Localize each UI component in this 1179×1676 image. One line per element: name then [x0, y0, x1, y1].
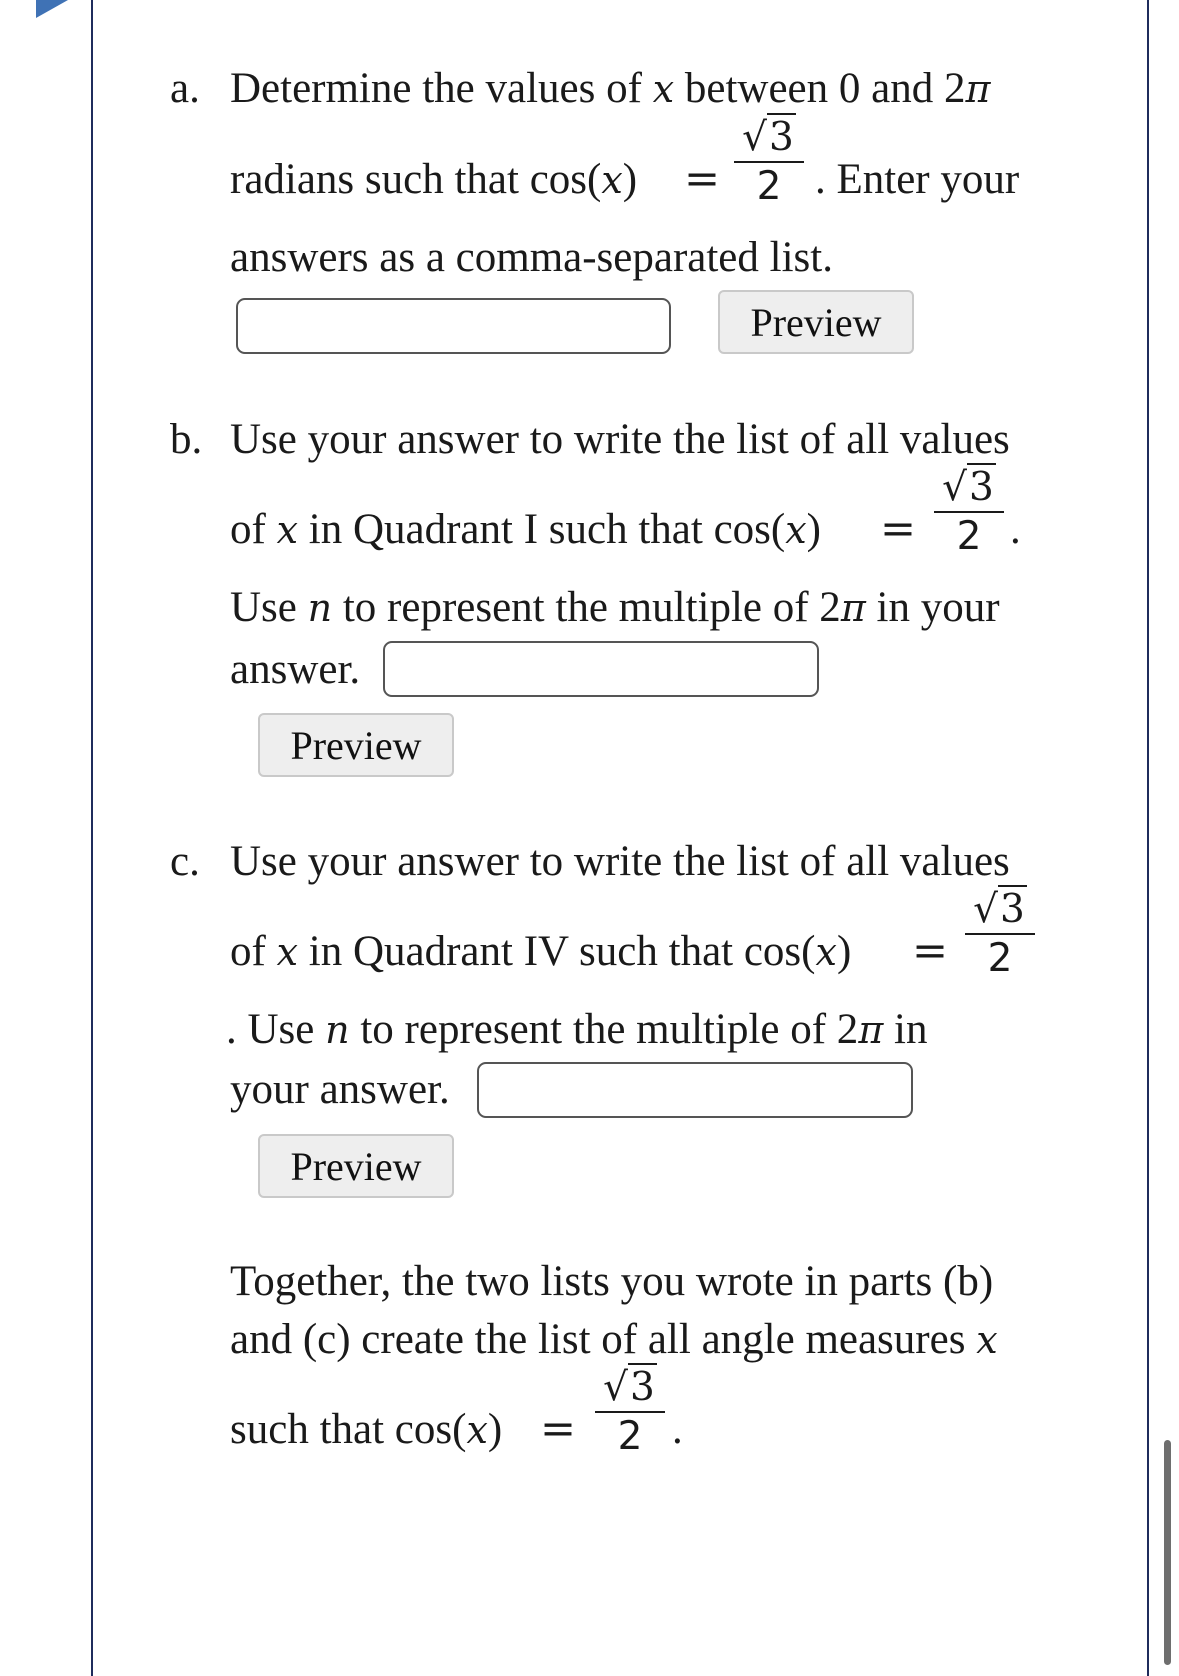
part-c-in-text: in — [883, 1006, 928, 1053]
fraction-sqrt3-over-2 — [591, 1365, 669, 1459]
part-b-line-4: answer. — [230, 646, 361, 693]
var-n: n — [325, 1008, 350, 1052]
var-pi: π — [840, 586, 866, 630]
part-b-quadrant-text: in Quadrant I such that cos( — [298, 506, 786, 553]
var-x: x — [276, 930, 299, 974]
part-a-line-3: answers as a comma-separated list. — [230, 234, 833, 281]
close-paren: ) — [806, 506, 821, 553]
var-x: x — [276, 508, 299, 552]
radicand: 3 — [769, 115, 794, 160]
var-x: x — [466, 1408, 488, 1452]
part-a-preview-button[interactable]: Preview — [718, 290, 914, 354]
var-pi: π — [858, 1008, 884, 1052]
part-b-preview-button[interactable]: Preview — [258, 713, 454, 777]
close-paren: ) — [836, 928, 852, 975]
var-x: x — [785, 508, 807, 552]
var-x: x — [976, 1318, 998, 1362]
part-b-in-your-text: in your — [865, 584, 1000, 631]
period: . — [672, 1406, 683, 1453]
part-c-quadrant-text: in Quadrant IV such that cos( — [298, 928, 816, 975]
conclusion-line-3 — [230, 1408, 502, 1451]
fraction-numerator — [930, 465, 1008, 510]
conclusion-angle-text: and (c) create the list of all angle measures — [230, 1316, 977, 1363]
fraction-sqrt3-over-2 — [730, 115, 808, 209]
var-n: n — [307, 586, 333, 630]
part-a-line-2 — [230, 158, 637, 201]
close-paren: ) — [622, 156, 638, 203]
equals-sign: = — [880, 504, 917, 554]
radicand: 3 — [1000, 887, 1025, 932]
scrollbar[interactable] — [1164, 1440, 1171, 1665]
fraction-denominator: 2 — [756, 164, 782, 209]
sqrt-icon: √ — [942, 465, 968, 510]
conclusion-line-1: Together, the two lists you wrote in parts (b) — [230, 1258, 994, 1305]
close-paren: ) — [487, 1406, 503, 1453]
part-a-answer-input[interactable] — [236, 298, 671, 354]
part-b-answer-input[interactable] — [383, 641, 819, 697]
part-b-line-2 — [230, 508, 821, 551]
sqrt-icon: √ — [742, 115, 768, 160]
part-a-enter-your: . Enter your — [815, 156, 1020, 203]
equals-sign: = — [540, 1404, 577, 1454]
part-a-line-1-text: Determine the values of — [230, 65, 653, 112]
part-c-line-1: Use your answer to write the list of all values — [230, 838, 1010, 885]
part-c-line-3 — [226, 1008, 928, 1051]
part-a-line-1-mid: between 0 and 2 — [674, 65, 966, 112]
fraction-bar — [934, 511, 1004, 513]
fraction-bar — [965, 933, 1035, 935]
part-b-marker: b. — [170, 416, 203, 463]
part-b-use-text: Use — [230, 584, 308, 631]
var-x: x — [652, 67, 675, 111]
period: . — [1010, 506, 1021, 553]
fraction-denominator: 2 — [617, 1414, 643, 1459]
part-c-of-text: of — [230, 928, 277, 975]
fraction-sqrt3-over-2 — [961, 887, 1039, 981]
part-b-line-1: Use your answer to write the list of all values — [230, 416, 1010, 463]
radicand: 3 — [969, 465, 994, 510]
part-a-marker: a. — [170, 65, 200, 112]
fraction-bar — [595, 1411, 665, 1413]
equals-sign: = — [684, 154, 721, 204]
fraction-numerator — [730, 115, 808, 160]
fraction-denominator: 2 — [987, 936, 1013, 981]
sqrt-icon: √ — [603, 1365, 629, 1410]
part-c-line-2 — [230, 930, 851, 973]
fraction-denominator: 2 — [956, 514, 982, 559]
fraction-numerator — [961, 887, 1039, 932]
fraction-numerator — [591, 1365, 669, 1410]
fraction-sqrt3-over-2 — [930, 465, 1008, 559]
fraction-bar — [734, 161, 804, 163]
part-c-line-4: your answer. — [230, 1066, 450, 1113]
part-c-marker: c. — [170, 838, 200, 885]
part-c-answer-input[interactable] — [477, 1062, 913, 1118]
part-a-cos-text: radians such that cos( — [230, 156, 602, 203]
corner-arrow-icon — [36, 0, 68, 18]
var-x: x — [601, 158, 623, 202]
part-b-line-3 — [230, 586, 1000, 629]
part-b-multiple-text: to represent the multiple of 2 — [332, 584, 841, 631]
part-c-use-text: . Use — [226, 1006, 326, 1053]
sqrt-icon: √ — [973, 887, 999, 932]
conclusion-line-2 — [230, 1318, 998, 1361]
part-a-line-1 — [230, 67, 990, 110]
radicand: 3 — [630, 1365, 655, 1410]
part-c-preview-button[interactable]: Preview — [258, 1134, 454, 1198]
var-pi: π — [965, 67, 991, 111]
conclusion-cos-text: such that cos( — [230, 1406, 467, 1453]
part-b-of-text: of — [230, 506, 277, 553]
equals-sign: = — [912, 926, 949, 976]
part-c-multiple-text: to represent the multiple of 2 — [349, 1006, 859, 1053]
var-x: x — [815, 930, 837, 974]
